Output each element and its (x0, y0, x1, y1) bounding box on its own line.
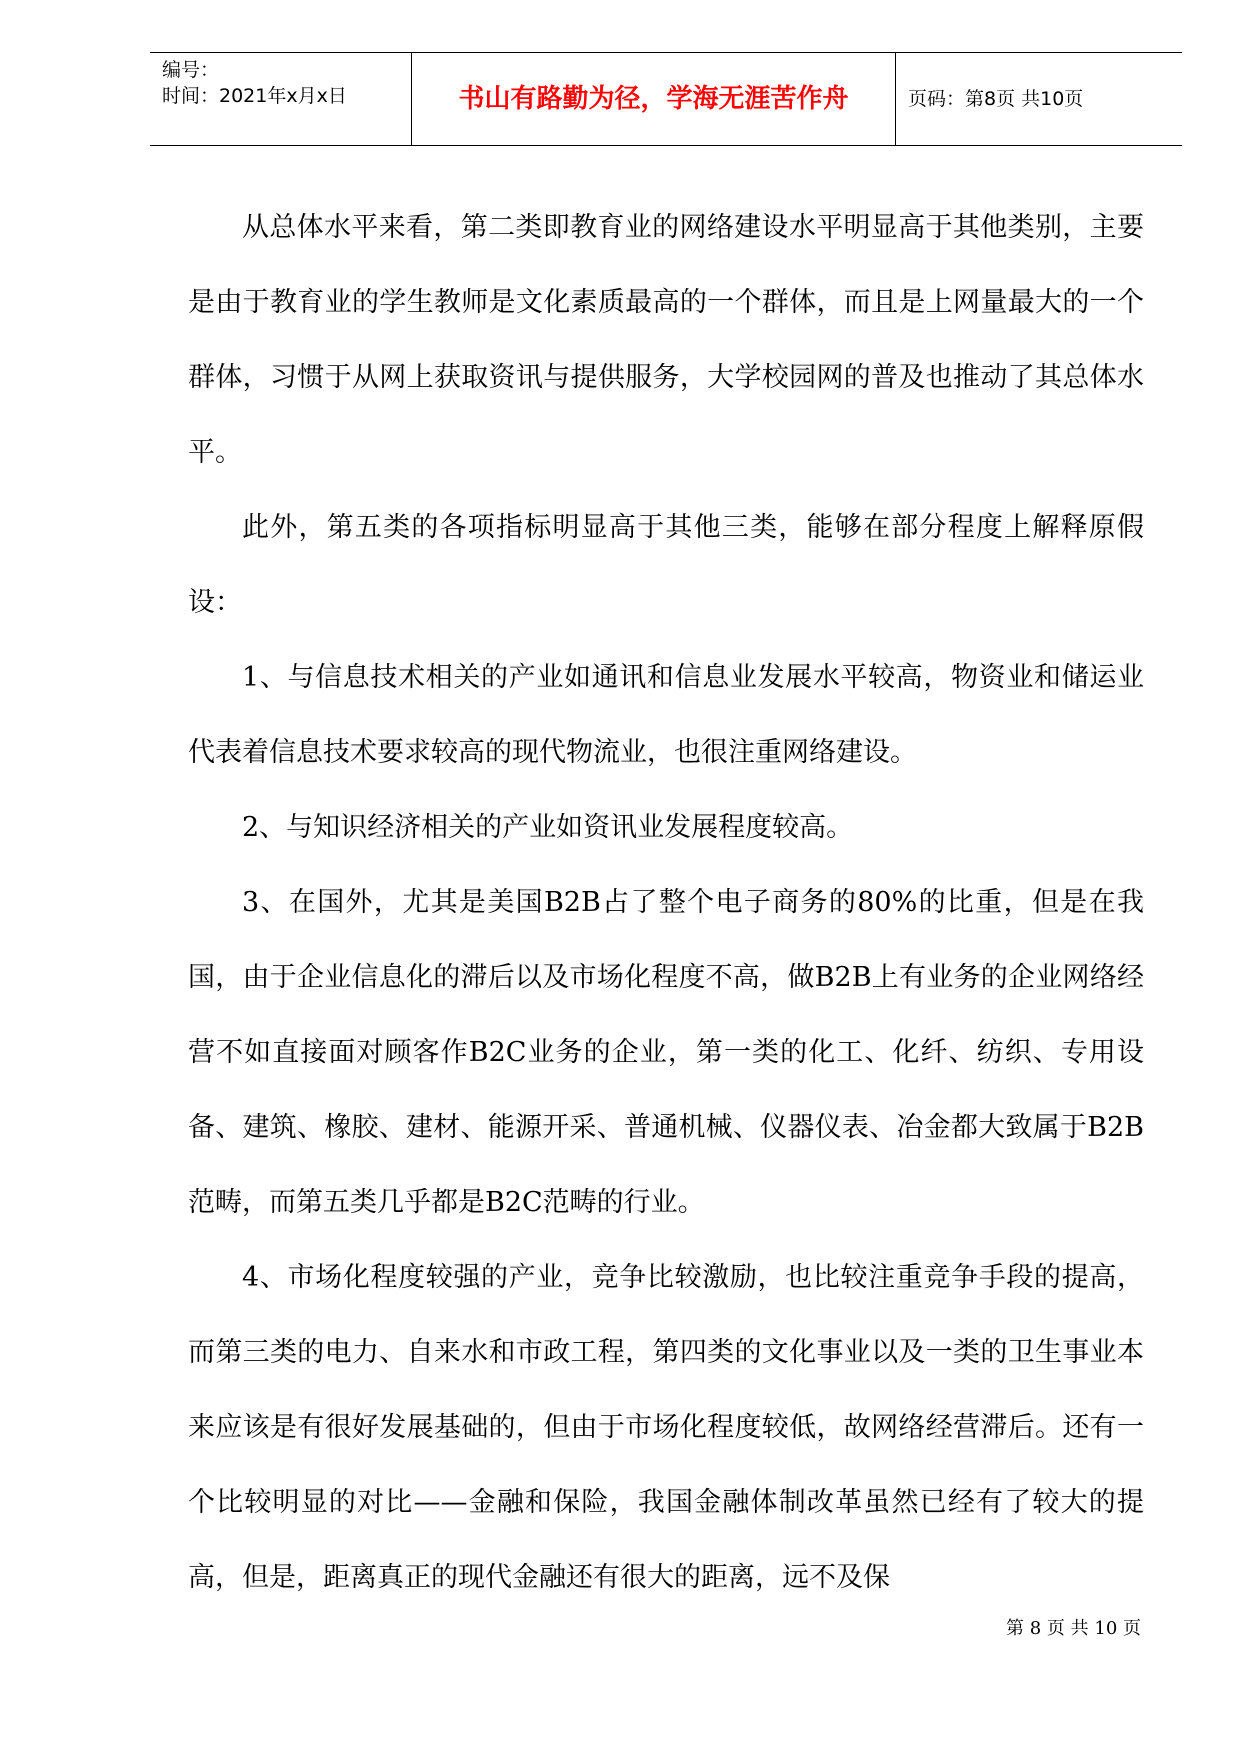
document-body (188, 190, 1144, 1615)
header-meta (150, 53, 412, 145)
paragraph: 从总体水平来看，第二类即教育业的网络建设水平明显高于其他类别，主要是由于教育业的学生教师是文化素质最高的一个群体，而且是上网量最大的一个群体，习惯于从网上获取资讯与提供服务，大学校园网的普及也推动了其总体水平。 (188, 212, 1144, 468)
paragraph: 2、与知识经济相关的产业如资讯业发展程度较高。 (242, 812, 854, 843)
document-number-label: 编号： (162, 59, 220, 81)
paragraph: 1、与信息技术相关的产业如通讯和信息业发展水平较高，物资业和储运业代表着信息技术要求较高的现代物流业，也很注重网络建设。 (188, 662, 1144, 768)
page-header (150, 52, 1182, 146)
header-motto: 书山有路勤为径，学海无涯苦作舟 (412, 53, 896, 145)
paragraph: 此外，第五类的各项指标明显高于其他三类，能够在部分程度上解释原假设： (188, 512, 1144, 618)
header-page-number: 页码：第8页 共10页 (908, 88, 1084, 110)
paragraph: 4、市场化程度较强的产业，竞争比较激励，也比较注重竞争手段的提高，而第三类的电力、自来水和市政工程，第四类的文化事业以及一类的卫生事业本来应该是有很好发展基础的，但由于市场化程度较低，故网络经营滞后。还有一个比较明显的对比——金融和保险，我国金融体制改革虽然已经有了较大的提高，但是，距离真正的现代金融还有很大的距离，远不及保 (188, 1262, 1144, 1593)
page-footer: 第 8 页 共 10 页 (1006, 1618, 1141, 1639)
paragraph: 3、在国外，尤其是美国B2B占了整个电子商务的80%的比重，但是在我国，由于企业信息化的滞后以及市场化程度不高，做B2B上有业务的企业网络经营不如直接面对顾客作B2C业务的企业，第一类的化工、化纤、纺织、专用设备、建筑、橡胶、建材、能源开采、普通机械、仪器仪表、冶金都大致属于B2B范畴，而第五类几乎都是B2C范畴的行业。 (188, 887, 1144, 1218)
document-time-label: 时间：2021年x月x日 (162, 85, 347, 107)
